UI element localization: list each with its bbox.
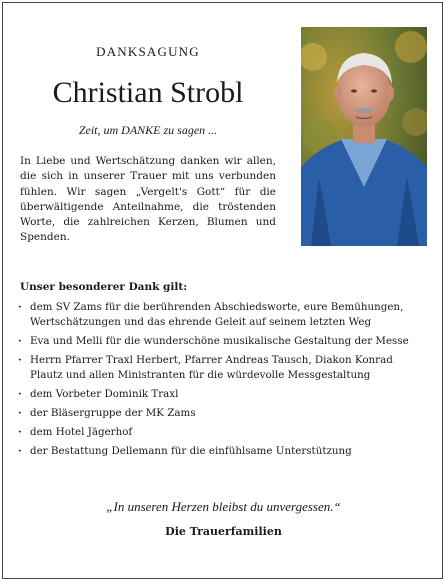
intro-text: In Liebe und Wertschätzung danken wir allen, die sich in unserer Trauer mit uns verbunden fühlen. Wir sagen „Vergelt's Gott“ für die überwältigende Anteilnahme, die tröstenden Worte, die zahlreichen Kerzen, Blumen und Spenden.: [20, 155, 276, 244]
list-item: · der Bestattung Dellemann für die einfühlsame Unterstützung: [18, 444, 428, 459]
thanks-heading: Unser besonderer Dank gilt:: [20, 281, 188, 293]
list-item: · dem Hotel Jägerhof: [18, 425, 428, 440]
list-item: · Eva und Melli für die wunderschöne musikalische Gestaltung der Messe: [18, 334, 428, 349]
deceased-name: Christian Strobl: [52, 76, 244, 109]
list-item: · dem SV Zams für die berührenden Abschiedsworte, eure Bemühungen, Wertschätzungen und das ehrende Geleit auf seinem letzten Weg: [18, 300, 428, 331]
thanks-list: [18, 300, 428, 462]
list-item: · dem Vorbeter Dominik Traxl: [18, 387, 428, 402]
portrait-photo: [301, 27, 427, 246]
list-item: · der Bläsergruppe der MK Zams: [18, 406, 428, 421]
list-item: · Herrn Pfarrer Traxl Herbert, Pfarrer Andreas Tausch, Diakon Konrad Plautz und allen Ministranten für die würdevolle Messgestaltung: [18, 353, 428, 384]
heading: DANKSAGUNG: [96, 44, 200, 59]
closing-quote: „In unseren Herzen bleibst du unvergessen.“: [106, 499, 341, 514]
signature: Die Trauerfamilien: [165, 525, 282, 538]
subtitle: Zeit, um DANKE zu sagen ...: [78, 123, 218, 137]
